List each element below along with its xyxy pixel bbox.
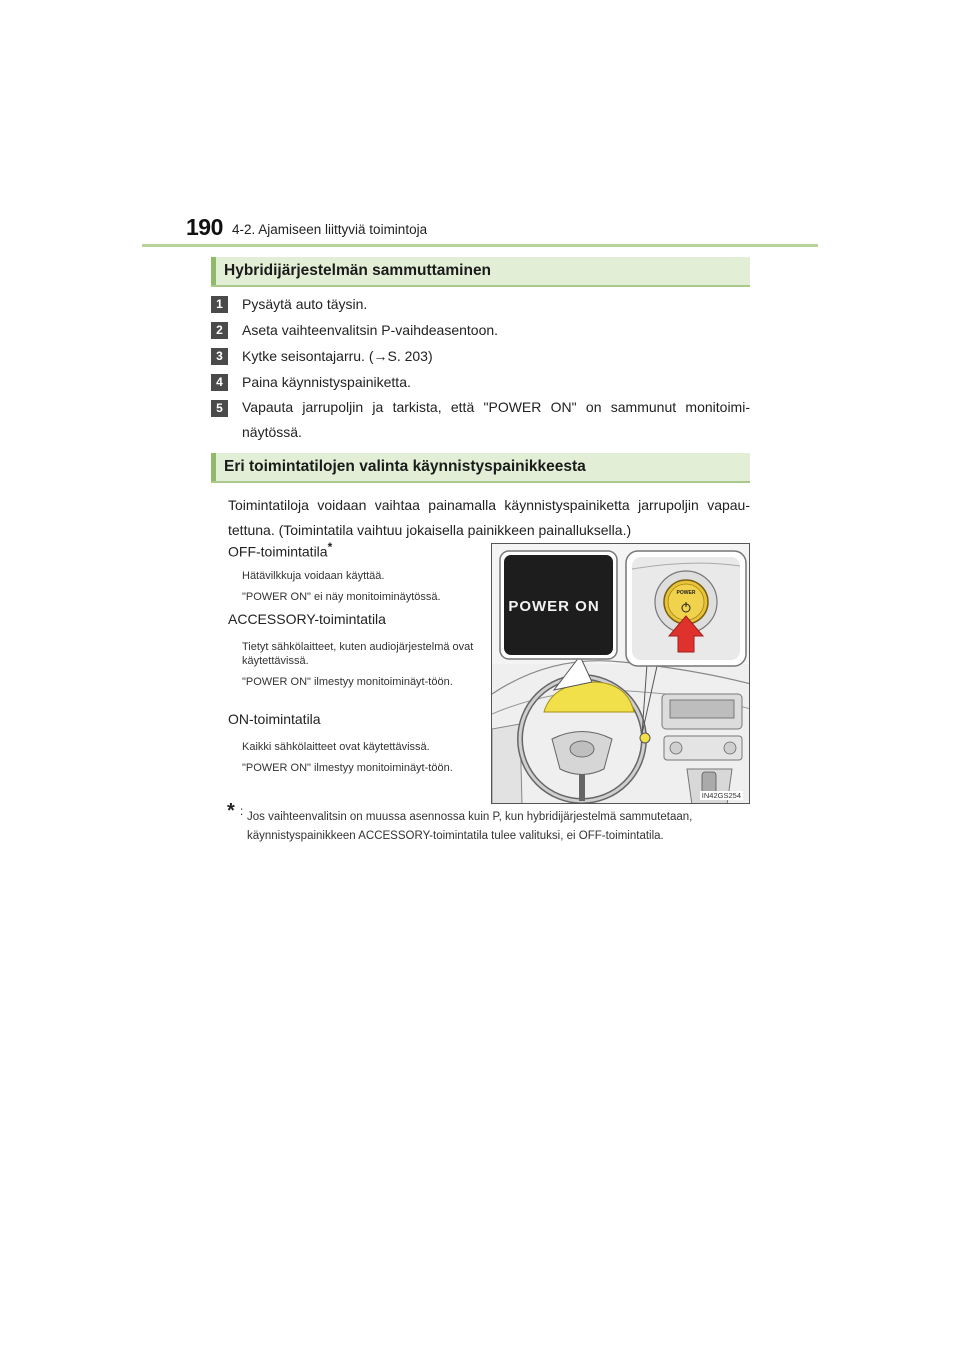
step-text-3: Kytke seisontajarru. (→S. 203): [242, 348, 433, 364]
step-number-4: 4: [211, 374, 228, 391]
section-title: Hybridijärjestelmän sammuttaminen: [224, 262, 492, 279]
step-number-2: 2: [211, 322, 228, 339]
step-text-2: Aseta vaihteenvalitsin P-vaihdeasentoon.: [242, 322, 499, 338]
section-heading-shutdown: [211, 257, 750, 287]
page-number: 190: [186, 214, 223, 240]
mode-desc-off-2: "POWER ON" ei näy monitoiminäytössä.: [242, 591, 441, 603]
footnote-text: Jos vaihteenvalitsin on muussa asennossa kuin P, kun hybridijärjestelmä sammutetaan, käynnistyspainikkeen ACCESSORY-toimintatila tulee valituksi, ei OFF-toimintatila.: [247, 811, 693, 842]
modes-intro: Toimintatiloja voidaan vaihtaa painamalla käynnistyspainiketta jarrupoljin vapau-tettuna. (Toimintatila vaihtuu jokaisella painikkeen painalluksella.): [228, 497, 750, 538]
mode-title-on: ON-toimintatila: [228, 711, 321, 727]
section-accent: [211, 453, 216, 481]
step-text-1: Pysäytä auto täysin.: [242, 296, 368, 312]
step-number-1: 1: [211, 296, 228, 313]
section-accent: [211, 257, 216, 285]
chapter-title: 4-2. Ajamiseen liittyviä toimintoja: [232, 222, 428, 237]
mode-desc-accessory-1: Tietyt sähkölaitteet, kuten audiojärjestelmä ovat käytettävissä.: [242, 641, 474, 667]
header-divider: [142, 244, 818, 247]
power-button-label: POWER: [676, 590, 696, 596]
mode-title-off: [228, 540, 332, 560]
step-text-4: Paina käynnistyspainiketta.: [242, 374, 411, 390]
power-button-illustration: [491, 543, 750, 804]
section-heading-modes: [211, 453, 750, 483]
mode-desc-accessory-2: "POWER ON" ilmestyy monitoiminäyt-töön.: [242, 676, 453, 688]
mode-desc-on-1: Kaikki sähkölaitteet ovat käytettävissä.: [242, 741, 430, 753]
power-on-indicator-label: POWER ON: [508, 598, 600, 615]
figure-code: IN42GS254: [701, 791, 741, 800]
step-number-5: 5: [211, 400, 228, 417]
mode-title-text: OFF-toimintatila: [228, 543, 328, 560]
footnote-asterisk: *: [227, 800, 235, 822]
dashboard-drawing: [492, 544, 750, 804]
footnote-colon: :: [240, 806, 244, 818]
mode-title-accessory: ACCESSORY-toimintatila: [228, 611, 386, 627]
step-number-3: 3: [211, 348, 228, 365]
step-text-5: Vapauta jarrupoljin ja tarkista, että "POWER ON" on sammunut monitoimi-näytössä.: [242, 399, 750, 440]
mode-desc-on-2: "POWER ON" ilmestyy monitoiminäyt-töön.: [242, 762, 453, 774]
section-title: Eri toimintatilojen valinta käynnistyspainikkeesta: [224, 458, 586, 475]
mode-desc-off-1: Hätävilkkuja voidaan käyttää.: [242, 570, 385, 582]
footnote-marker: *: [327, 540, 333, 554]
